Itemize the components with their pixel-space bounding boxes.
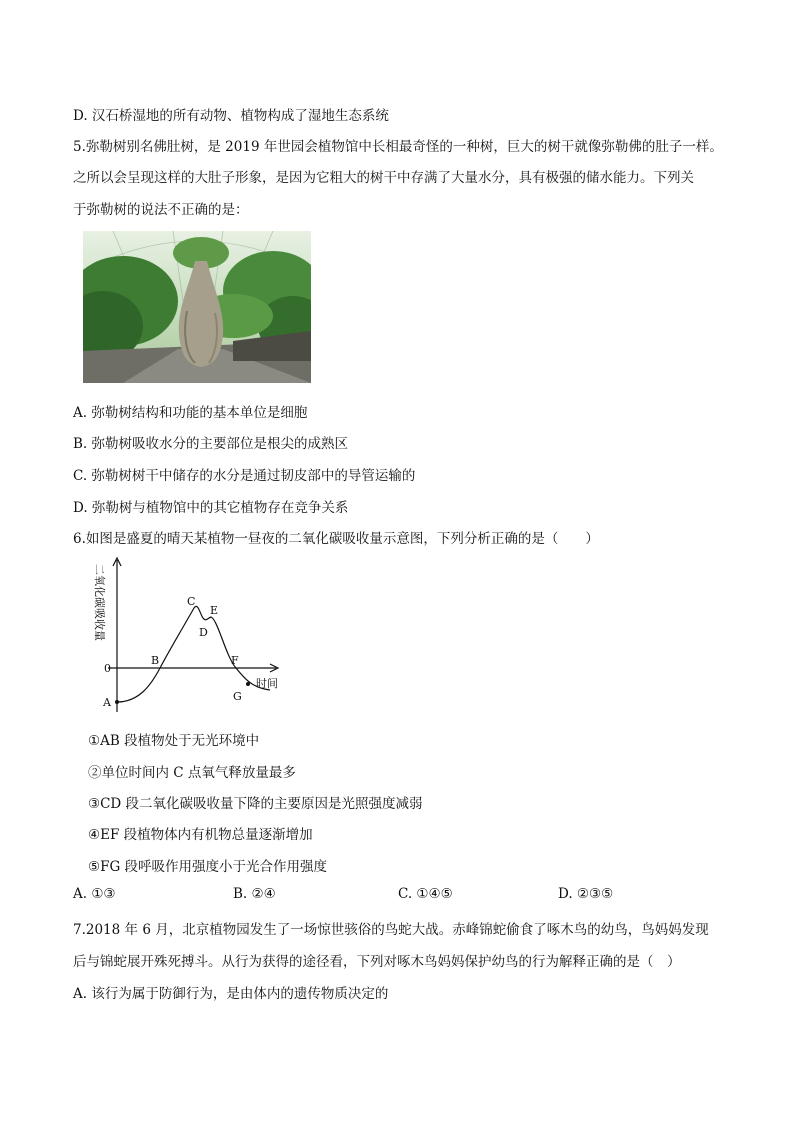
q5-option-b: B. 弥勒树吸收水分的主要部位是根尖的成熟区 <box>73 436 349 452</box>
point-a <box>115 700 119 704</box>
q6-option-a: A. ①③ <box>73 886 116 902</box>
label-e: E <box>210 604 219 617</box>
q4-option-d: D. 汉石桥湿地的所有动物、植物构成了湿地生态系统 <box>73 108 389 124</box>
q7-stem-line-2: 后与锦蛇展开殊死搏斗。从行为获得的途径看，下列对啄木鸟妈妈保护幼鸟的行为解释正确的是（ ） <box>73 954 681 970</box>
statement-3: ③CD 段二氧化碳吸收量下降的主要原因是光照强度减弱 <box>88 796 423 812</box>
point-g <box>246 682 250 686</box>
q6-stem: 6.如图是盛夏的晴天某植物一昼夜的二氧化碳吸收量示意图，下列分析正确的是（ ） <box>73 531 599 547</box>
label-b: B <box>151 654 160 667</box>
q5-option-a: A. 弥勒树结构和功能的基本单位是细胞 <box>73 405 308 421</box>
label-g: G <box>233 690 242 703</box>
q5-option-c: C. 弥勒树树干中储存的水分是通过韧皮部中的导管运输的 <box>73 468 416 484</box>
co2-curve <box>117 606 270 702</box>
x-axis-label: 时间 <box>256 677 278 690</box>
statement-4: ④EF 段植物体内有机物总量逐渐增加 <box>88 827 313 843</box>
q6-option-c: C. ①④⑤ <box>398 886 453 902</box>
label-c: C <box>187 595 196 608</box>
origin-label: 0 <box>104 662 111 675</box>
q7-stem-line-1: 7.2018 年 6 月，北京植物园发生了一场惊世骇俗的鸟蛇大战。赤峰锦蛇偷食了啄木鸟的幼鸟，鸟妈妈发现 <box>73 922 709 938</box>
co2-absorption-chart <box>90 552 290 722</box>
q7-option-a: A. 该行为属于防御行为，是由体内的遗传物质决定的 <box>73 986 389 1002</box>
y-axis-label: 二氧化碳吸收量 <box>93 564 106 641</box>
label-d: D <box>199 626 208 639</box>
q5-stem-line-1: 5.弥勒树别名佛肚树，是 2019 年世园会植物馆中长相最奇怪的一种树，巨大的树干就像弥勒佛的肚子一样。 <box>73 139 723 155</box>
label-a: A <box>103 696 111 709</box>
statement-2: ②单位时间内 C 点氧气释放量最多 <box>88 765 296 781</box>
statement-5: ⑤FG 段呼吸作用强度小于光合作用强度 <box>88 859 328 875</box>
q5-stem-line-3: 于弥勒树的说法不正确的是： <box>73 202 249 218</box>
q5-option-d: D. 弥勒树与植物馆中的其它植物存在竞争关系 <box>73 500 349 516</box>
statement-1: ①AB 段植物处于无光环境中 <box>88 733 260 749</box>
q6-option-b: B. ②④ <box>233 886 276 902</box>
q6-option-d: D. ②③⑤ <box>558 886 614 902</box>
maitreya-tree-photo <box>83 231 311 383</box>
label-f: F <box>231 654 239 667</box>
q5-stem-line-2: 之所以会呈现这样的大肚子形象，是因为它粗大的树干中存满了大量水分，具有极强的储水能力。下列关 <box>73 170 694 186</box>
